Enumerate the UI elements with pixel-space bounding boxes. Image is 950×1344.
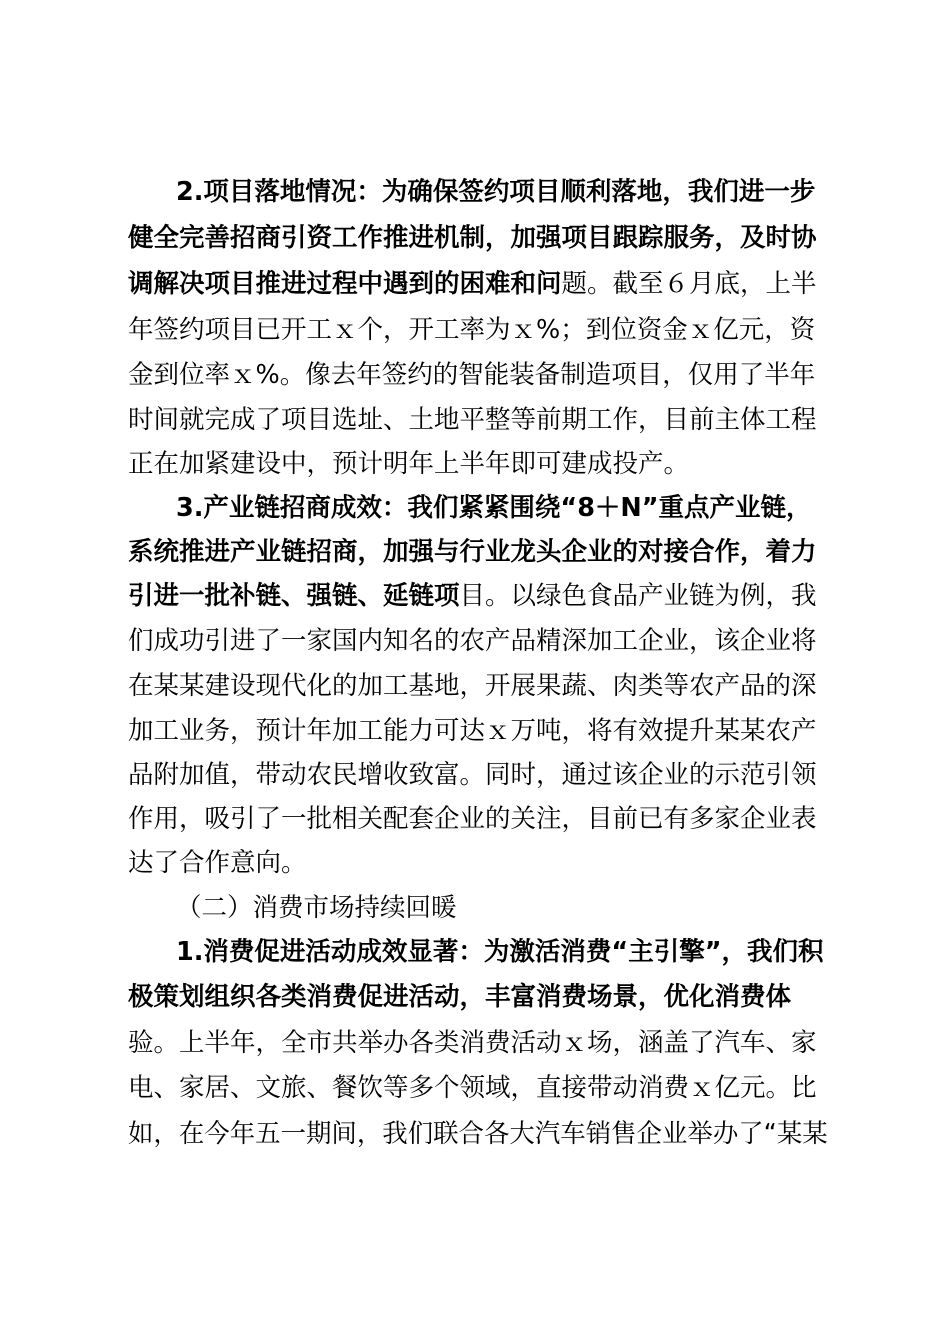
text-line xyxy=(176,930,823,974)
text-line xyxy=(128,709,817,753)
text-line xyxy=(128,530,817,574)
bold-text-run: 3.产业链招商成效：我们紧紧围绕“8＋N”重点产业链， xyxy=(176,493,812,523)
bold-text-run: 引进一批补链、强链、延链项 xyxy=(128,581,460,611)
text-line xyxy=(128,216,817,260)
text-run: 品附加值，带动农民增收致富。同时，通过该企业的示范引领 xyxy=(128,760,817,790)
text-line xyxy=(128,353,815,397)
bold-text-run: 系统推进产业链招商，加强与行业龙头企业的对接合作，着力 xyxy=(128,537,817,567)
text-run: （二）消费市场持续回暖 xyxy=(176,893,457,923)
text-run: 年签约项目已开工ｘ个，开工率为ｘ%；到位资金ｘ亿元，资 xyxy=(128,315,816,345)
bold-text-run: 2.项目落地情况：为确保签约项目顺利落地，我们进一步 xyxy=(176,177,816,207)
bold-text-run: 1.消费促进活动成效显著：为激活消费“主引擎”，我们积 xyxy=(176,937,824,967)
text-run: 达了合作意向。 xyxy=(128,848,307,878)
text-line xyxy=(128,398,817,442)
text-run: 验。上半年，全市共举办各类消费活动ｘ场，涵盖了汽车、家 xyxy=(128,1028,817,1058)
text-line xyxy=(128,1112,828,1156)
text-line xyxy=(128,619,817,663)
text-line xyxy=(128,841,307,885)
text-line xyxy=(128,753,817,797)
text-line xyxy=(128,1021,817,1065)
text-line xyxy=(128,975,791,1019)
text-line xyxy=(128,1066,817,1110)
text-run: 如，在今年五一期间，我们联合各大汽车销售企业举办了“某某 xyxy=(128,1119,828,1149)
bold-text-run: 极策划组织各类消费促进活动，丰富消费场景，优化消费体 xyxy=(128,982,792,1012)
text-run: 时间就完成了项目选址、土地平整等前期工作，目前主体工程 xyxy=(128,405,817,435)
text-line xyxy=(128,797,817,841)
text-run: 正在加紧建设中，预计明年上半年即可建成投产。 xyxy=(128,449,690,479)
text-line xyxy=(176,170,815,214)
text-run: 电、家居、文旅、餐饮等多个领域，直接带动消费ｘ亿元。比 xyxy=(128,1073,817,1103)
text-line xyxy=(128,664,817,708)
text-line xyxy=(128,308,815,352)
text-line xyxy=(176,486,812,530)
bold-text-run: 调解决项目推进过程中遇到的困难和问 xyxy=(128,269,562,299)
text-run: 目。以绿色食品产业链为例，我 xyxy=(459,581,817,611)
text-line xyxy=(128,442,689,486)
text-run: 加工业务，预计年加工能力可达ｘ万吨，将有效提升某某农产 xyxy=(128,716,817,746)
bold-text-run: 健全完善招商引资工作推进机制，加强项目跟踪服务，及时协 xyxy=(128,223,817,253)
text-run: 在某某建设现代化的加工基地，开展果蔬、肉类等农产品的深 xyxy=(128,671,817,701)
text-line xyxy=(128,574,817,618)
text-run: 题。截至６月底，上半 xyxy=(561,269,817,299)
text-run: 作用，吸引了一批相关配套企业的关注，目前已有多家企业表 xyxy=(128,804,817,834)
text-run: 们成功引进了一家国内知名的农产品精深加工企业，该企业将 xyxy=(128,626,817,656)
text-run: 金到位率ｘ%。像去年签约的智能装备制造项目，仅用了半年 xyxy=(128,360,816,390)
text-line xyxy=(128,262,817,306)
text-line xyxy=(176,886,457,930)
